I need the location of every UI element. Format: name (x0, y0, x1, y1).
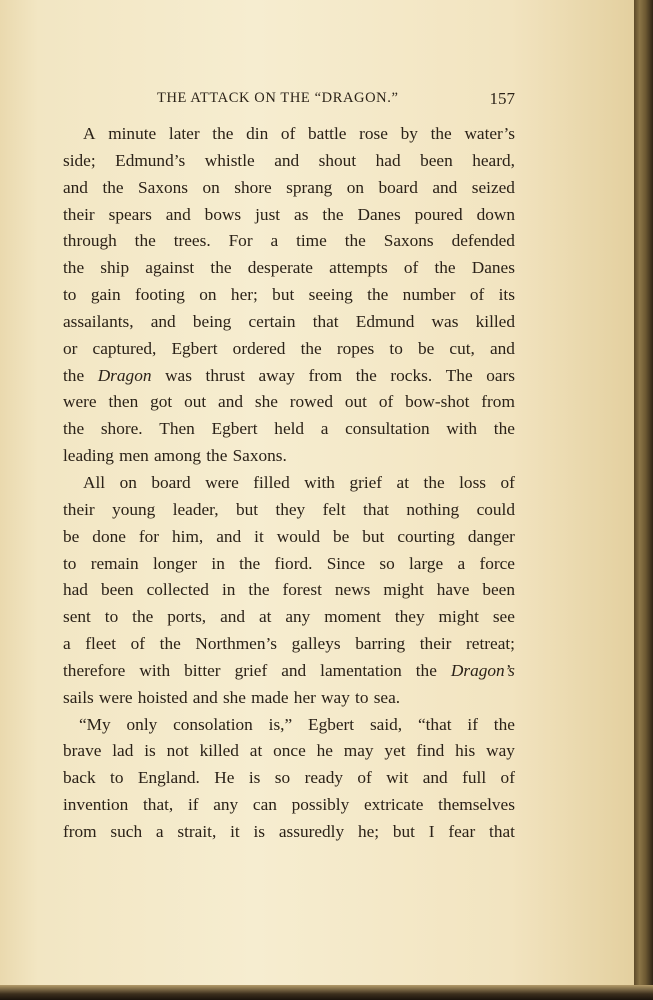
text-line: be done for him, and it would be but courting danger (63, 526, 515, 546)
text-line: to remain longer in the fiord. Since so large a force (63, 553, 515, 573)
text-line: the ship against the desperate attempts of the Danes (63, 258, 515, 278)
text-line: brave lad is not killed at once he may yet find his way (63, 741, 515, 761)
text-line: from such a strait, it is assuredly he; but I fear that (63, 821, 515, 841)
book-spine (634, 0, 653, 1000)
text-line: back to England. He is so ready of wit and full of (63, 768, 515, 788)
text-line: a fleet of the Northmen’s galleys barring their retreat; (63, 634, 515, 654)
text-line: or captured, Egbert ordered the ropes to be cut, and (63, 338, 515, 358)
text-line: All on board were filled with grief at the loss of (83, 472, 515, 492)
text-line: their spears and bows just as the Danes poured down (63, 204, 515, 224)
body-text (63, 121, 515, 846)
text-line: A minute later the din of battle rose by the water’s (83, 124, 515, 143)
text-line: the shore. Then Egbert held a consultation with the (63, 419, 515, 439)
text-line: assailants, and being certain that Edmund was killed (63, 311, 515, 331)
text-line: to gain footing on her; but seeing the number of its (63, 285, 515, 305)
running-header (65, 90, 517, 112)
running-title: THE ATTACK ON THE “DRAGON.” (157, 90, 399, 106)
text-line: were then got out and she rowed out of bow-shot from (63, 392, 515, 412)
page-number: 157 (489, 89, 515, 108)
text-line: therefore with bitter grief and lamentation the Dragon’s (63, 660, 515, 680)
text-line: the Dragon was thrust away from the rocks. The oars (63, 365, 515, 385)
page-bottom-edge (0, 985, 653, 1000)
text-line: through the trees. For a time the Saxons defended (63, 231, 515, 251)
text-line: leading men among the Saxons. (63, 446, 287, 466)
text-line: had been collected in the forest news might have been (63, 580, 515, 600)
text-line: side; Edmund’s whistle and shout had been heard, (63, 150, 515, 170)
text-line: their young leader, but they felt that nothing could (63, 499, 515, 519)
text-line: “My only consolation is,” Egbert said, “that if the (79, 714, 515, 734)
text-line: sent to the ports, and at any moment they might see (63, 607, 515, 627)
text-line: invention that, if any can possibly extricate themselves (63, 795, 515, 815)
text-line: sails were hoisted and she made her way to sea. (63, 687, 401, 707)
text-line: and the Saxons on shore sprang on board and seized (63, 177, 515, 197)
